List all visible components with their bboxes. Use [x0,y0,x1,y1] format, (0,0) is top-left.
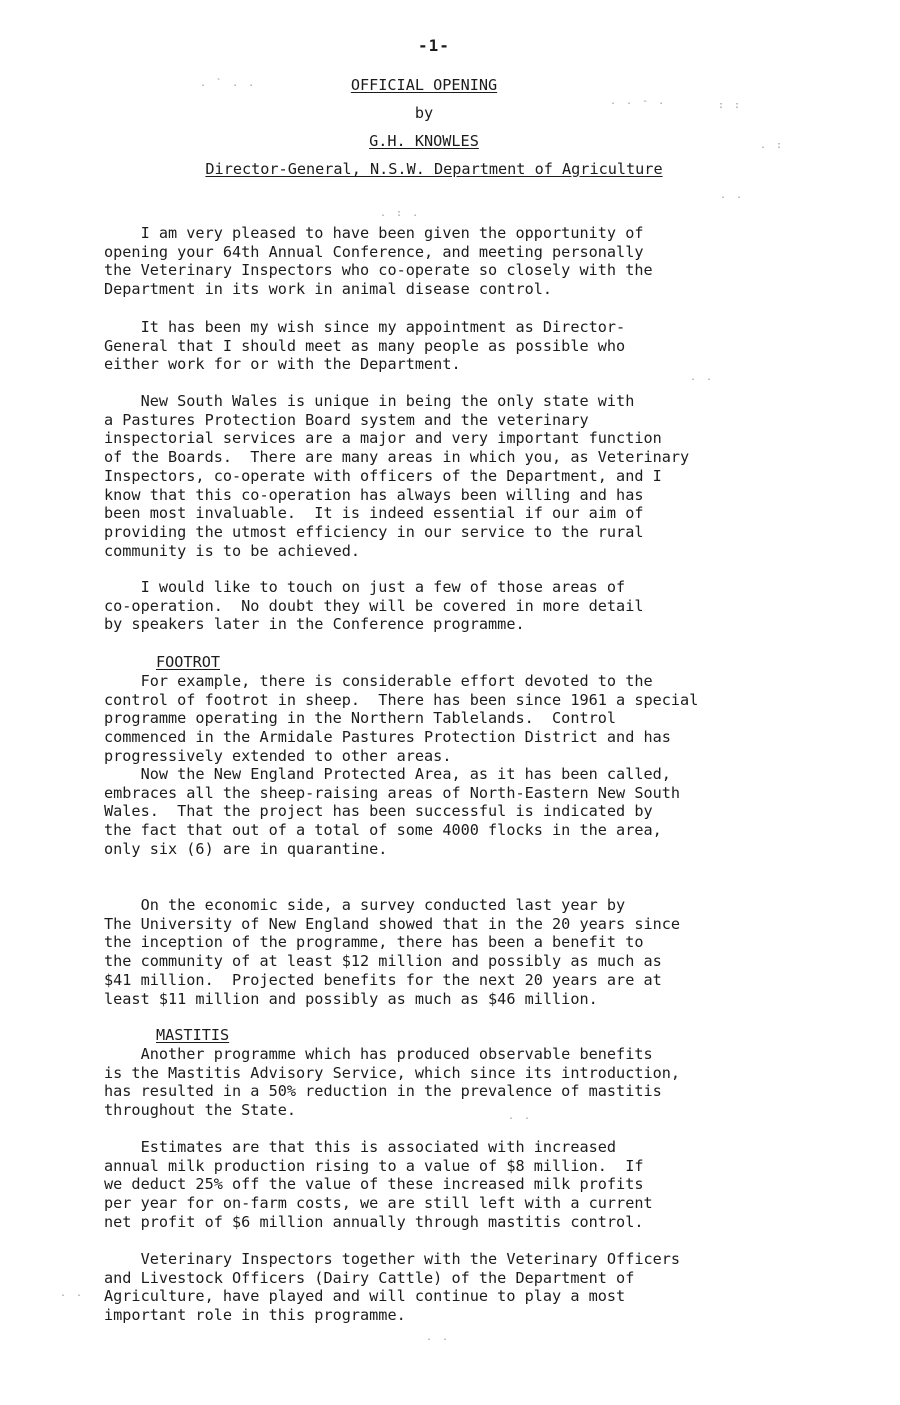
scan-speck: . . [426,1332,451,1343]
page-number: -1- [418,36,450,55]
scan-speck: . : [760,140,785,151]
scan-speck: . . - . [610,96,667,107]
author-position: Director-General, N.S.W. Department of Agriculture [205,160,663,178]
section-heading-mastitis: MASTITIS [156,1026,230,1044]
paragraph-9: Estimates are that this is associated with increased annual milk production rising to a value of $8 million. If we deduct 25% off the value of these increased milk profits per year for on-farm costs, we are still left with a current net profit of $6 million annually through mastitis control. [104,1138,653,1231]
paragraph-4: I would like to touch on just a few of those areas of co-operation. No doubt they will be covered in more detail by speakers later in the Conference programme. [104,578,644,634]
title-text: OFFICIAL OPENING [350,76,498,94]
section-heading-footrot: FOOTROT [156,653,221,671]
scan-speck: . . [720,190,745,201]
heading-by: by [414,104,434,122]
heading-author [0,132,874,150]
author-name: G.H. KNOWLES [369,132,479,150]
paragraph-2: It has been my wish since my appointment as Director- General that I should meet as many people as possible who either work for or with the Department. [104,318,626,374]
paragraph-6: Now the New England Protected Area, as it has been called, embraces all the sheep-raising areas of North-Eastern New South Wales. That the project has been successful is indicated by the fact that out of a total of some 4000 flocks in the area, only six (6) are in quarantine. [104,765,681,858]
scan-speck: . . [60,1288,85,1299]
scan-speck: . : . [380,208,421,219]
paragraph-1: I am very pleased to have been given the opportunity of opening your 64th Annual Conference, and meeting personally the Veterinary Inspectors who co-operate so closely with the Department in its work in animal disease control. [104,224,653,299]
paragraph-7: On the economic side, a survey conducted last year by The University of New England showed that in the 20 years since the inception of the programme, there has been a benefit to the community of at least $12 million and possibly as much as $41 million. Projected benefits for the next 20 years are at least $11 million and possibly as much as $46 million. [104,896,681,1008]
scan-speck: . . [690,372,715,383]
paragraph-3: New South Wales is unique in being the only state with a Pastures Protection Board system and the veterinary inspectorial services are a major and very important function of the Boards. There are many areas in which you, as Veterinary Inspectors, co-operate with officers of the Department, and I know that this co-operation has always been willing and has been most invaluable. It is indeed essential if our aim of providing the utmost efficiency in our service to the rural community is to be achieved. [104,392,690,560]
paragraph-8: Another programme which has produced observable benefits is the Mastitis Advisory Service, which since its introduction, has resulted in a 50% reduction in the prevalence of mastitis throughout the State. [104,1045,681,1120]
heading-position [0,160,884,178]
scan-speck: . . [508,1111,533,1122]
paragraph-10: Veterinary Inspectors together with the Veterinary Officers and Livestock Officers (Dairy Cattle) of the Department of Agriculture, have played and will continue to play a most important role in this programme. [104,1250,681,1325]
heading-title [0,76,874,94]
scan-speck: : : [718,100,743,111]
paragraph-5: For example, there is considerable effort devoted to the control of footrot in sheep. There has been since 1961 a special programme operating in the Northern Tablelands. Control commenced in the Armidale Pastures Protection District and has progressively extended to other areas. [104,672,699,765]
scan-speck: . ` . . [200,78,257,89]
